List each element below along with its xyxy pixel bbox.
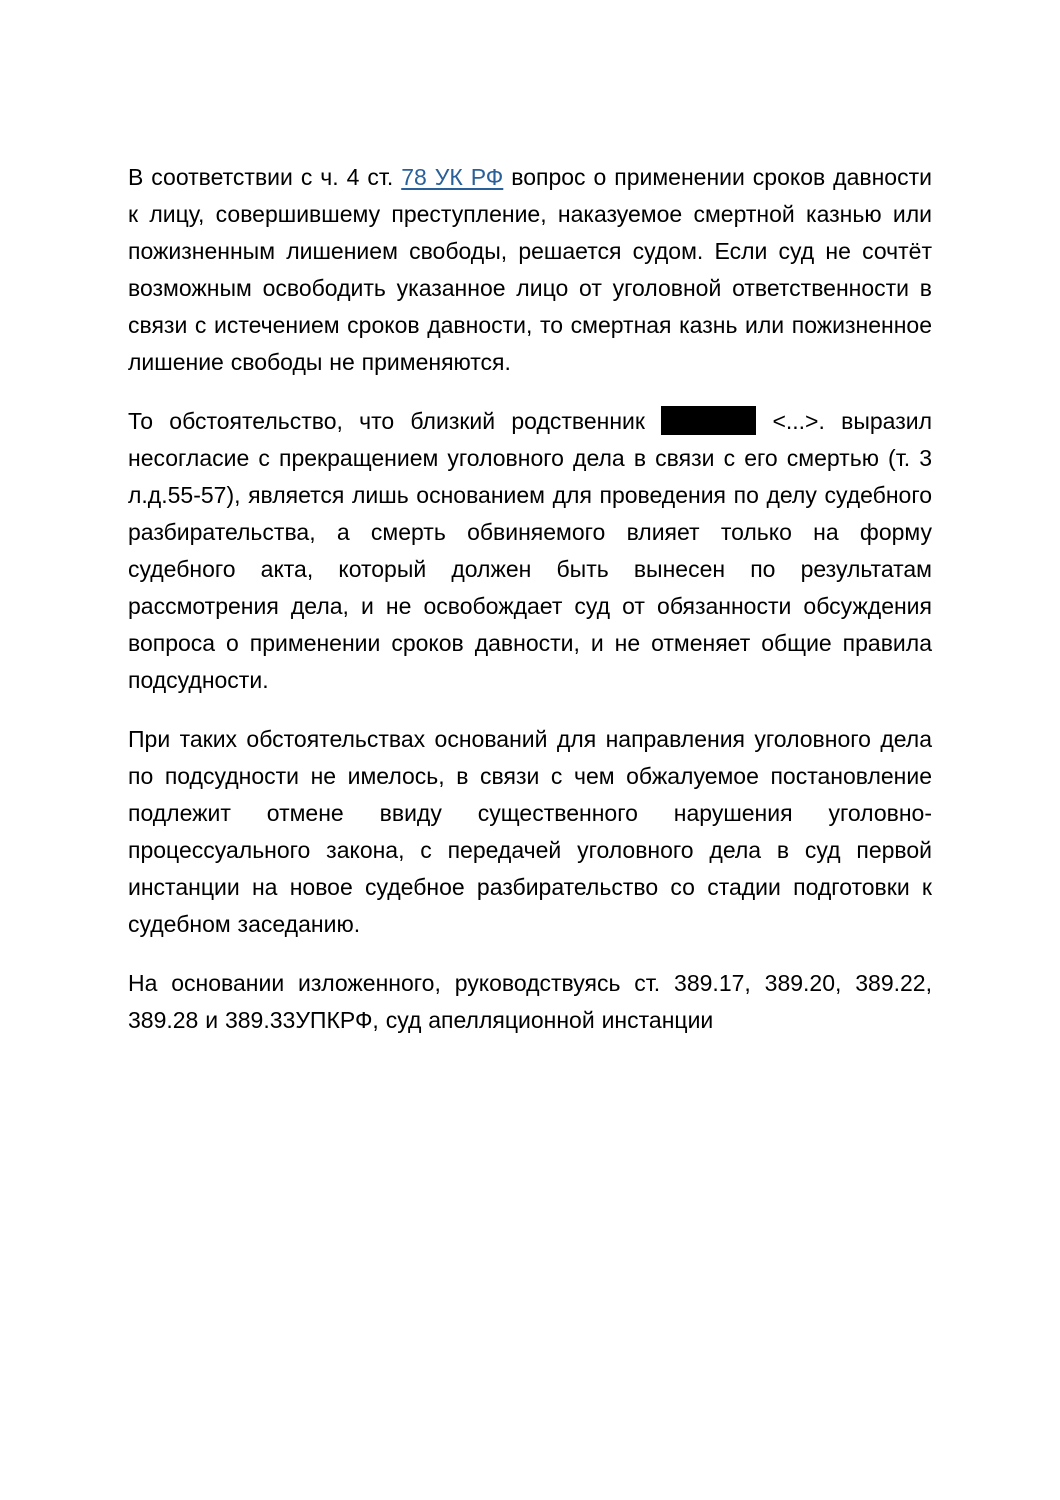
redaction-box xyxy=(661,406,756,435)
paragraph-ruling-grounds: При таких обстоятельствах оснований для направления уголовного дела по подсудности не имелось, в связи с чем обжалуемое постановление подлежит отмене ввиду существенного нарушения уголовно-процессуального закона, с передачей уголовного дела в суд первой инстанции на новое судебное разбирательство со стадии подготовки к судебном заседанию. xyxy=(128,726,932,937)
link-78-uk-rf[interactable]: 78 УК РФ xyxy=(401,164,504,190)
paragraph-2-text-before-redaction: То обстоятельство, что близкий родственник xyxy=(128,408,662,434)
paragraph-1-text-before-link: В соответствии с ч. 4 ст. xyxy=(128,164,402,190)
paragraph-legal-basis: На основании изложенного, руководствуясь ст. 389.17, 389.20, 389.22, 389.28 и 389.33УПКРФ, суд апелляционной инстанции xyxy=(128,970,932,1033)
paragraph-1-text-after-link: вопрос о применении сроков давности к лицу, совершившему преступление, наказуемое смертной казнью или пожизненным лишением свободы, решается судом. Если суд не сочтёт возможным освободить указанное лицо от уголовной ответственности в связи с истечением сроков давности, то смертная казнь или пожизненное лишение свободы не применяются. xyxy=(128,164,932,375)
paragraph-2-text-after-redaction: <...>. выразил несогласие с прекращением уголовного дела в связи с его смертью (т. 3 л.д.55-57), является лишь основанием для проведения по делу судебного разбирательства, а смерть обвиняемого влияет только на форму судебного акта, который должен быть вынесен по результатам рассмотрения дела, и не освобождает суд от обязанности обсуждения вопроса о применении сроков давности, и не отменяет общие правила подсудности. xyxy=(128,408,933,693)
paragraph-statute-limitations xyxy=(128,159,932,381)
paragraph-relative-objection xyxy=(128,403,932,699)
